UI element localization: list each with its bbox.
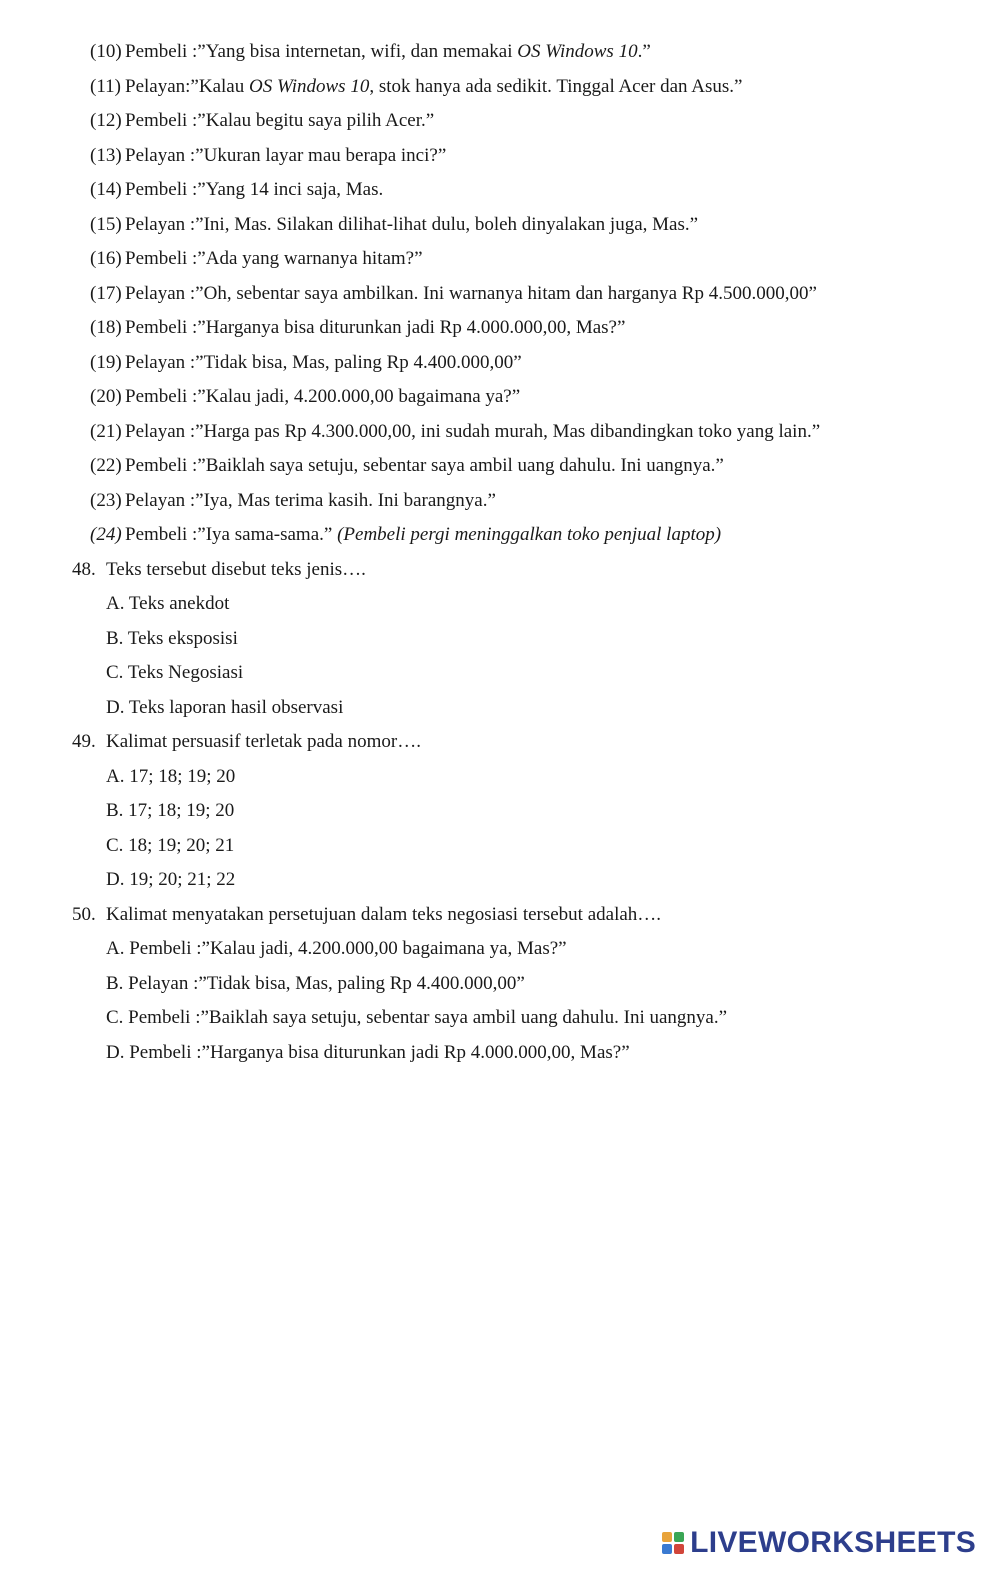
dialog-text-segment: Pembeli :”Yang 14 inci saja, Mas.	[125, 179, 384, 200]
dialog-text-segment: (Pembeli pergi meninggalkan toko penjual laptop)	[337, 524, 722, 545]
logo-square-icon	[662, 1532, 672, 1542]
dialog-line-number: (14)	[90, 179, 122, 200]
dialog-text-segment: Pembeli :”Harganya bisa diturunkan jadi Rp 4.000.000,00, Mas?”	[125, 317, 626, 338]
dialog-text-segment: Pembeli :”Ada yang warnanya hitam?”	[125, 248, 423, 269]
answer-option-text: A. Pembeli :”Kalau jadi, 4.200.000,00 bagaimana ya, Mas?”	[106, 938, 567, 959]
dialog-line-text	[125, 489, 496, 513]
dialog-text-segment: .”	[637, 41, 651, 62]
question-text: Kalimat menyatakan persetujuan dalam teks negosiasi tersebut adalah….	[106, 903, 662, 925]
dialog-line-number: (10)	[90, 41, 122, 62]
dialog-line-number: (12)	[90, 110, 122, 131]
dialog-text-segment: Pelayan :”Oh, sebentar saya ambilkan. Ini warnanya hitam dan harganya Rp 4.500.000,00”	[125, 282, 817, 304]
dialog-line-text	[125, 420, 820, 444]
dialog-line-text	[125, 454, 724, 478]
logo-square-icon	[674, 1544, 684, 1554]
logo-square-icon	[674, 1532, 684, 1542]
answer-option-text: D. Teks laporan hasil observasi	[106, 696, 344, 718]
dialog-line-number: (19)	[90, 351, 122, 373]
dialog-text-segment: , stok hanya ada sedikit. Tinggal Acer dan Asus.”	[369, 75, 743, 97]
question-number: 48.	[72, 558, 96, 580]
answer-option-text: A. 17; 18; 19; 20	[106, 765, 236, 787]
answer-option-text: B. 17; 18; 19; 20	[106, 800, 235, 821]
dialog-line-text	[125, 282, 817, 306]
logo-text: LIVEWORKSHEETS	[690, 1526, 976, 1559]
dialog-line-number: (17)	[90, 282, 122, 304]
dialog-text-segment: Pelayan:”Kalau	[125, 75, 249, 97]
dialog-line-text	[125, 109, 434, 133]
dialog-line-number: (24)	[90, 524, 122, 545]
question-number: 49.	[72, 731, 96, 752]
answer-option-text: C. Pembeli :”Baiklah saya setuju, sebentar saya ambil uang dahulu. Ini uangnya.”	[106, 1007, 728, 1028]
dialog-text-segment: Pembeli :”Kalau jadi, 4.200.000,00 bagaimana ya?”	[125, 386, 521, 407]
dialog-text-segment: Pembeli :”Baiklah saya setuju, sebentar saya ambil uang dahulu. Ini uangnya.”	[125, 455, 724, 476]
dialog-text-segment: OS Windows 10	[248, 75, 370, 97]
answer-option-text: B. Pelayan :”Tidak bisa, Mas, paling Rp 4.400.000,00”	[106, 972, 525, 994]
answer-option-text: A. Teks anekdot	[106, 593, 230, 614]
dialog-line-number: (16)	[90, 248, 122, 269]
dialog-line-number: (13)	[90, 144, 122, 166]
question-number: 50.	[72, 903, 96, 925]
dialog-line-text	[125, 247, 423, 271]
dialog-text-segment: Pelayan :”Ini, Mas. Silakan dilihat-lihat dulu, boleh dinyalakan juga, Mas.”	[125, 213, 699, 235]
dialog-text-segment: Pembeli :”Iya sama-sama.”	[125, 524, 338, 545]
dialog-line-text	[125, 75, 742, 99]
dialog-line-text	[125, 144, 446, 168]
dialog-line-number: (23)	[90, 489, 122, 511]
dialog-line-text	[125, 316, 625, 340]
liveworksheets-logo-icon	[662, 1532, 684, 1554]
dialog-text-segment: Pelayan :”Ukuran layar mau berapa inci?”	[125, 144, 447, 166]
answer-option-text: D. Pembeli :”Harganya bisa diturunkan jadi Rp 4.000.000,00, Mas?”	[106, 1041, 630, 1063]
dialog-line-text	[125, 523, 721, 547]
answer-option-text: C. Teks Negosiasi	[106, 662, 244, 683]
dialog-line-number: (11)	[90, 75, 121, 97]
answer-option-text: C. 18; 19; 20; 21	[106, 834, 235, 856]
dialog-line-text	[125, 178, 383, 202]
dialog-text-segment: Pelayan :”Harga pas Rp 4.300.000,00, ini sudah murah, Mas dibandingkan toko yang lain.”	[125, 420, 821, 442]
dialog-line-number: (20)	[90, 386, 122, 407]
question-text: Teks tersebut disebut teks jenis….	[106, 558, 366, 580]
dialog-line-number: (15)	[90, 213, 122, 235]
dialog-line-number: (21)	[90, 420, 122, 442]
answer-option-text: D. 19; 20; 21; 22	[106, 869, 236, 890]
dialog-text-segment: Pembeli :”Kalau begitu saya pilih Acer.”	[125, 110, 435, 131]
dialog-text-segment: Pelayan :”Tidak bisa, Mas, paling Rp 4.400.000,00”	[125, 351, 522, 373]
dialog-text-segment: Pembeli :”Yang bisa internetan, wifi, dan memakai	[125, 41, 518, 62]
liveworksheets-logo[interactable]	[662, 1527, 976, 1559]
dialog-line-number: (18)	[90, 317, 122, 338]
dialog-line-text	[125, 40, 651, 64]
dialog-line-text	[125, 213, 698, 237]
dialog-line-number: (22)	[90, 455, 122, 476]
answer-option-text: B. Teks eksposisi	[106, 627, 238, 649]
dialog-text-segment: Pelayan :”Iya, Mas terima kasih. Ini barangnya.”	[125, 489, 496, 511]
dialog-line-text	[125, 385, 520, 409]
logo-square-icon	[662, 1544, 672, 1554]
dialog-line-text	[125, 351, 522, 375]
dialog-text-segment: OS Windows 10	[517, 41, 638, 62]
question-text: Kalimat persuasif terletak pada nomor….	[106, 731, 421, 752]
